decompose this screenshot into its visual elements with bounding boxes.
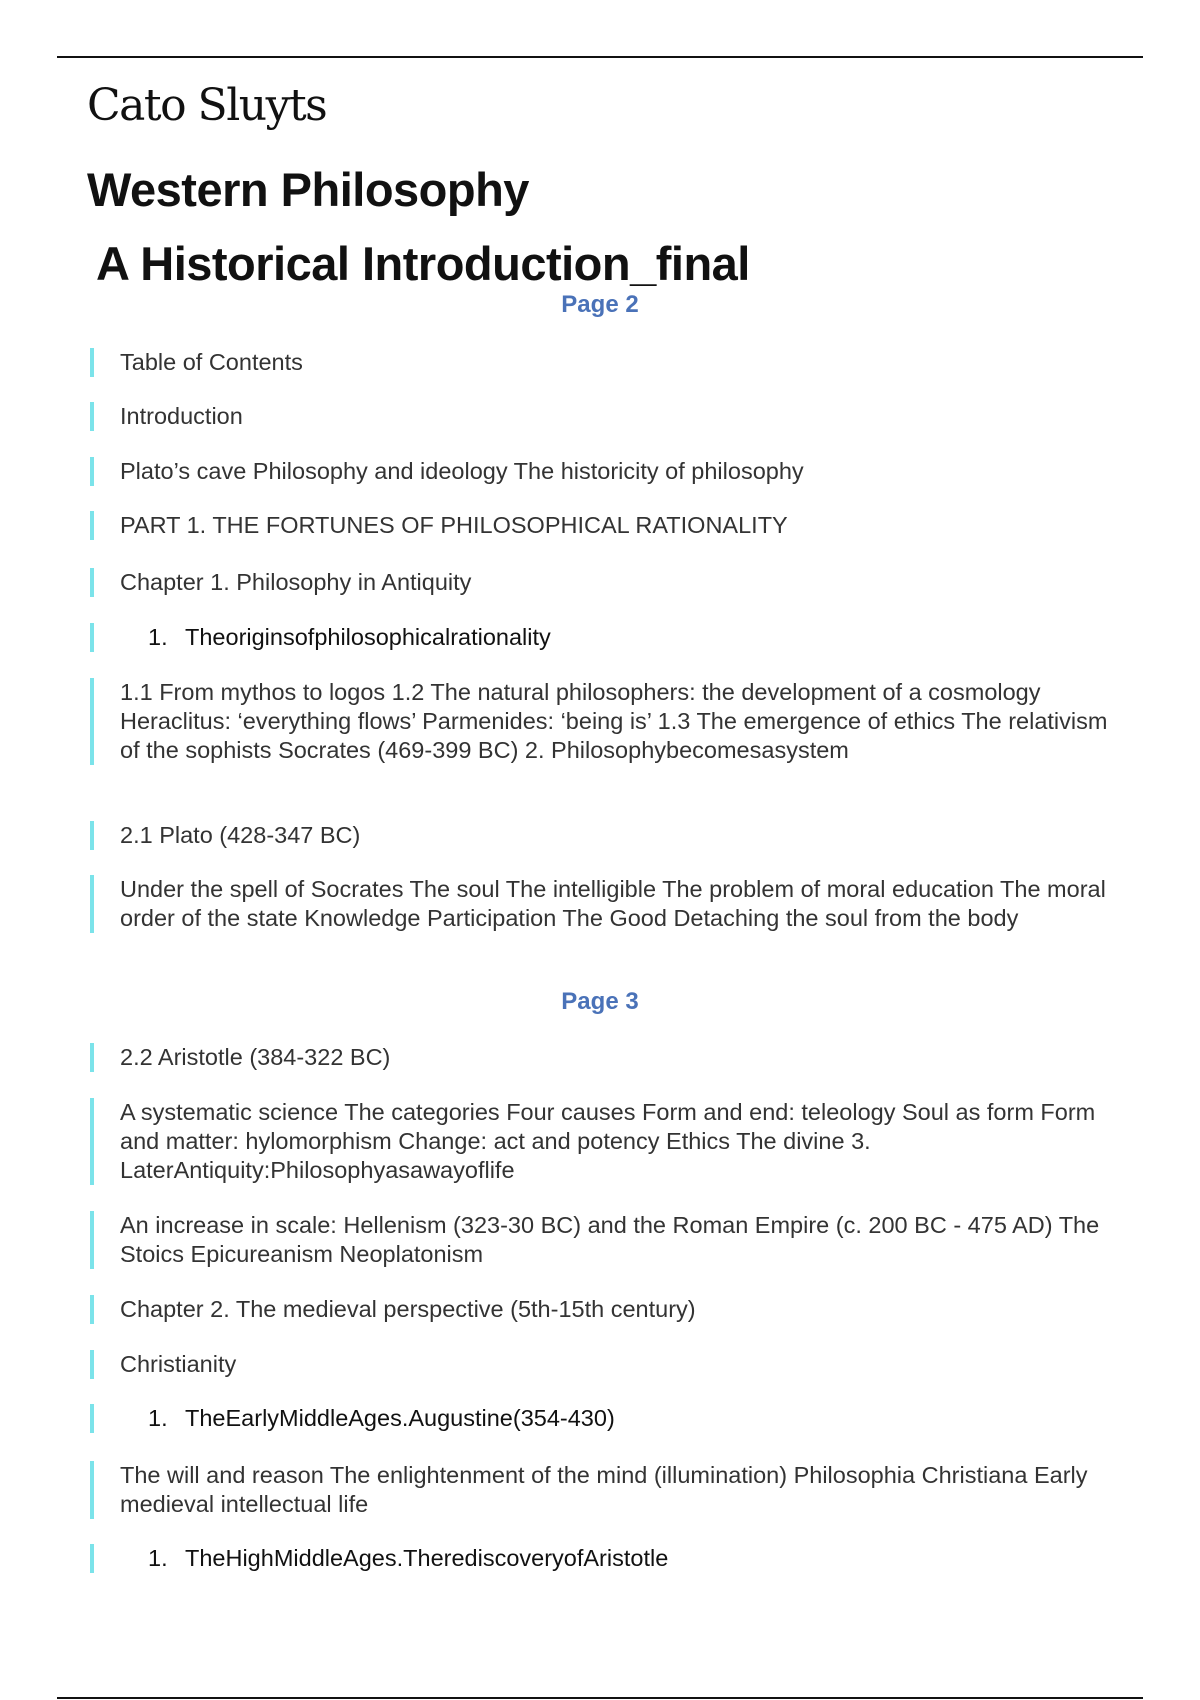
toc-entry-text: An increase in scale: Hellenism (323-30 BC) and the Roman Empire (c. 200 BC - 475 AD) The Stoics Epicureanism Neoplatonism [120,1212,1100,1267]
toc-entry-text: Under the spell of Socrates The soul The intelligible The problem of moral education The moral order of the state Knowledge Participation The Good Detaching the soul from the body [120,876,1106,931]
bottom-rule [57,1697,1143,1699]
toc-entry [90,568,1120,597]
toc-entry-text: 2.1 Plato (428-347 BC) [120,822,361,848]
toc-entry [90,1211,1120,1269]
toc-entry [90,1350,1120,1379]
toc-entry [90,875,1120,933]
toc-entry-text: Chapter 1. Philosophy in Antiquity [120,569,472,595]
toc-entry-text: Plato’s cave Philosophy and ideology The historicity of philosophy [120,458,804,484]
toc-entry-text: 1.1 From mythos to logos 1.2 The natural philosophers: the development of a cosmology Heraclitus: ‘everything flows’ Parmenides: ‘being is’ 1.3 The emergence of ethics The relativism of the sophists Socrates (469-399 BC) 2. Philosophybecomesasystem [120,679,1108,763]
toc-entry-numbered [90,623,1120,652]
top-rule [57,56,1143,58]
toc-entry-text: TheHighMiddleAges.TherediscoveryofAristotle [185,1545,669,1571]
toc-entry [90,457,1120,486]
toc-entry-number: 1. [148,624,168,650]
toc-entry-number: 1. [148,1545,168,1571]
toc-entry-numbered [90,1544,1120,1573]
toc-entry [90,1043,1120,1072]
toc-entry-text: Christianity [120,1351,237,1377]
toc-entry-text: Theoriginsofphilosophicalrationality [185,624,551,650]
toc-entry [90,402,1120,431]
toc-entry-text: Introduction [120,403,243,429]
toc-entry [90,678,1120,765]
toc-entry-text: TheEarlyMiddleAges.Augustine(354-430) [185,1405,615,1431]
toc-entry [90,348,1120,377]
toc-entry [90,821,1120,850]
toc-entry-text: PART 1. THE FORTUNES OF PHILOSOPHICAL RATIONALITY [120,512,788,538]
author-name: Cato Sluyts [87,80,327,131]
toc-entry [90,1295,1120,1324]
toc-entry-text: A systematic science The categories Four causes Form and end: teleology Soul as form Form and matter: hylomorphism Change: act and potency Ethics The divine 3. LaterAntiquity:Philosophyasawayoflife [120,1099,1096,1183]
toc-entry [90,511,1120,540]
toc-entry [90,1461,1120,1519]
toc-entry-numbered [90,1404,1120,1433]
toc-entry-text: The will and reason The enlightenment of the mind (illumination) Philosophia Christiana Early medieval intellectual life [120,1462,1088,1517]
toc-entry-text: Chapter 2. The medieval perspective (5th-15th century) [120,1296,696,1322]
toc-entry-number: 1. [148,1405,168,1431]
toc-entry-text: Table of Contents [120,349,303,375]
document-title-line-1: Western Philosophy [87,163,529,216]
toc-entry-text: 2.2 Aristotle (384-322 BC) [120,1044,391,1070]
page-label: Page 3 [561,988,639,1015]
document-title-line-2: A Historical Introduction_final [96,237,750,290]
page-label: Page 2 [561,291,639,318]
toc-entry [90,1098,1120,1185]
